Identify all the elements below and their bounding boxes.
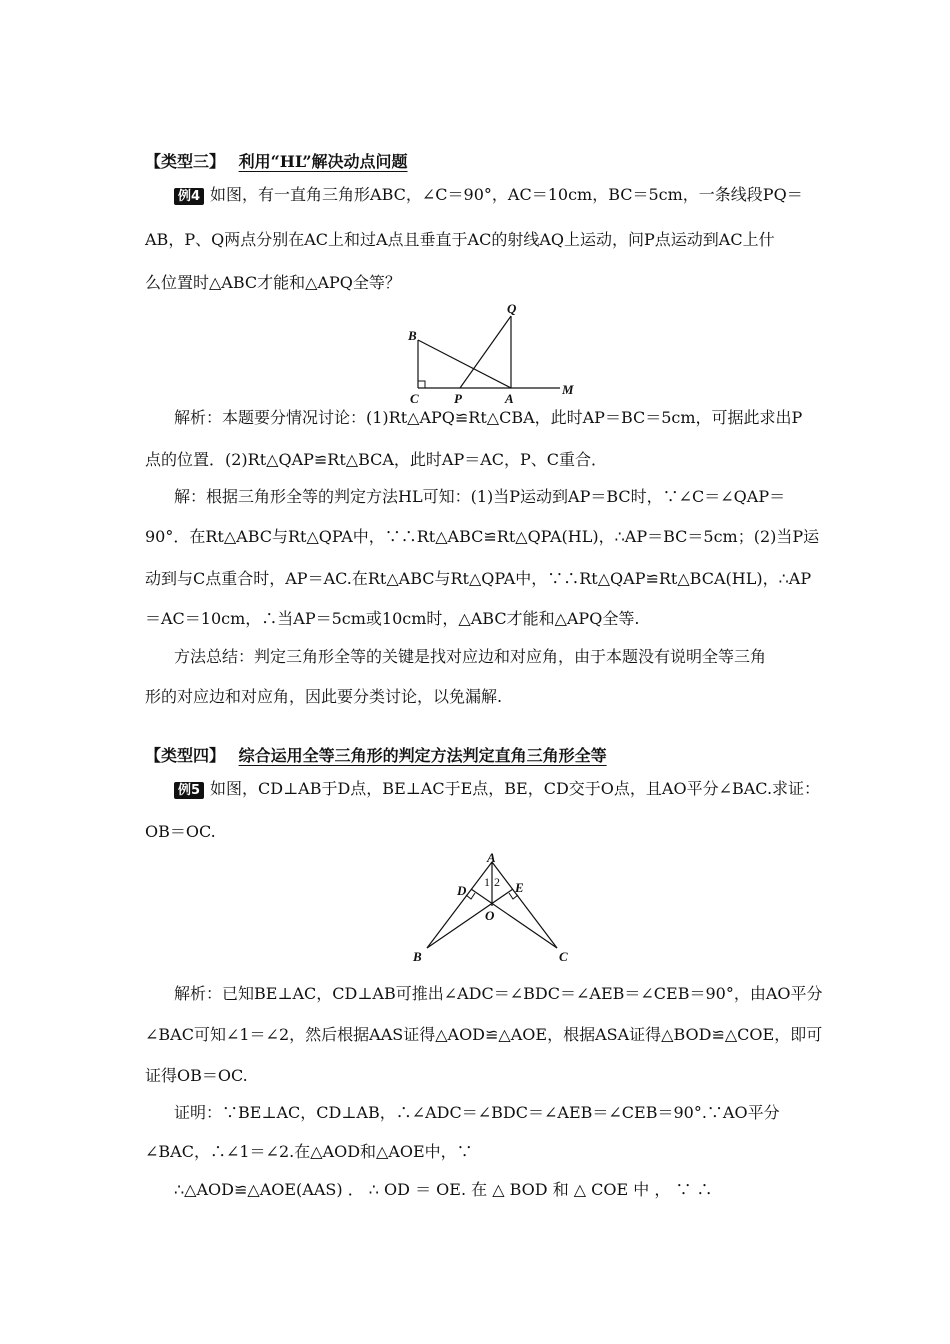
example-4-solution-4: ＝AC＝10cm，∴当AP＝5cm或10cm时，△ABC才能和△APQ全等.: [145, 609, 640, 628]
section-4-heading: [145, 746, 810, 766]
example-5-analysis-1: 解析：已知BE⊥AC，CD⊥AB可推出∠ADC＝∠BDC＝∠AEB＝∠CEB＝90°，由AO平分: [174, 984, 823, 1003]
example-5-proof-1: 证明：∵BE⊥AC，CD⊥AB，∴∠ADC＝∠BDC＝∠AEB＝∠CEB＝90°.∵AO平分: [174, 1103, 780, 1122]
example-4-line-3: 么位置时△ABC才能和△APQ全等？: [145, 273, 401, 292]
example-4-summary-1: 方法总结：判定三角形全等的关键是找对应边和对应角，由于本题没有说明全等三角: [174, 647, 767, 666]
example-5-tag: 例5: [174, 782, 204, 799]
example-4-line-2: AB，P、Q两点分别在AC上和过A点且垂直于AC的射线AQ上运动，问P点运动到AC上什: [145, 230, 775, 249]
label-m: M: [562, 382, 574, 397]
label-c: C: [410, 391, 419, 406]
example-4-analysis-1: 解析：本题要分情况讨论：(1)Rt△APQ≌Rt△CBA，此时AP＝BC＝5cm，可据此求出P: [174, 408, 803, 427]
example-5-line-2: OB＝OC.: [145, 822, 216, 841]
section-4-title: 综合运用全等三角形的判定方法判定直角三角形全等: [238, 746, 607, 765]
example-5-line-1: [174, 779, 821, 799]
section-3-bracket: 【类型三】: [145, 152, 226, 171]
example-5-analysis-2: ∠BAC可知∠1＝∠2，然后根据AAS证得△AOD≌△AOE，根据ASA证得△BOD≌△COE，即可: [145, 1025, 823, 1044]
label-p: P: [454, 391, 462, 406]
label-d: D: [457, 883, 467, 898]
label-a5: A: [487, 850, 496, 865]
section-3-heading: [145, 152, 810, 172]
example-4-analysis-2: 点的位置．(2)Rt△QAP≌Rt△BCA，此时AP＝AC，P、C重合．: [145, 450, 608, 469]
label-e: E: [515, 880, 524, 895]
label-angle-1: 1: [484, 875, 490, 889]
example-4-text-1: 如图，有一直角三角形ABC，∠C＝90°，AC＝10cm，BC＝5cm，一条线段PQ＝: [210, 185, 803, 204]
example-5-analysis-3: 证得OB＝OC.: [145, 1066, 248, 1085]
example-5-proof-2: ∠BAC，∴∠1＝∠2.在△AOD和△AOE中，∵: [145, 1142, 473, 1161]
segment-pq: [460, 316, 511, 388]
example-4-summary-2: 形的对应边和对应角，因此要分类讨论，以免漏解.: [145, 687, 503, 706]
example-4-solution-3: 动到与C点重合时，AP＝AC.在Rt△ABC与Rt△QPA中，∵∴Rt△QAP≌Rt△BCA(HL)，∴AP: [145, 569, 812, 588]
section-4-bracket: 【类型四】: [145, 746, 226, 765]
label-c5: C: [559, 949, 568, 964]
example-5-text-1: 如图，CD⊥AB于D点，BE⊥AC于E点，BE，CD交于O点，且AO平分∠BAC.求证：: [210, 779, 821, 798]
right-angle-c: [418, 381, 425, 388]
example-4-figure: [400, 300, 580, 406]
label-b: B: [408, 328, 417, 343]
section-3-title: 利用“HL”解决动点问题: [238, 152, 408, 171]
example-5-proof-3: ∴△AOD≌△AOE(AAS) ． ∴ OD ＝ OE. 在 △ BOD 和 △ COE 中 ， ∵ ∴: [174, 1180, 713, 1199]
example-4-line-1: [174, 185, 810, 205]
label-a: A: [505, 391, 514, 406]
example-4-solution-1: 解：根据三角形全等的判定方法HL可知：(1)当P运动到AP＝BC时，∵∠C＝∠QAP＝: [174, 487, 786, 506]
label-q: Q: [507, 301, 517, 316]
segment-ab: [427, 862, 492, 948]
segment-ac: [492, 862, 557, 948]
example-4-solution-2: 90°．在Rt△ABC与Rt△QPA中，∵∴Rt△ABC≌Rt△QPA(HL)，∴AP＝BC＝5cm；(2)当P运: [145, 527, 820, 546]
label-o: O: [485, 908, 495, 923]
example-5-figure: [405, 850, 580, 965]
label-b5: B: [413, 949, 422, 964]
example-4-tag: 例4: [174, 188, 204, 205]
label-angle-2: 2: [494, 875, 500, 889]
